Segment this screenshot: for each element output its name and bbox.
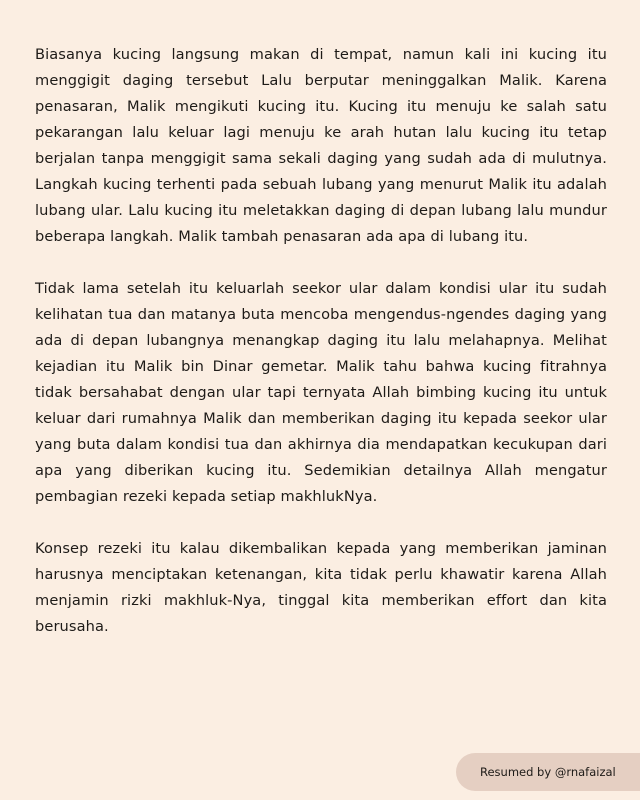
credit-text: Resumed by @rnafaizal [480, 765, 616, 779]
article-body [35, 42, 607, 666]
credit-badge [456, 753, 640, 791]
paragraph-2: Tidak lama setelah itu keluarlah seekor ular dalam kondisi ular itu sudah kelihatan tua dan matanya buta mencoba mengendus-ngendes daging yang ada di depan lubangnya menangkap daging itu lalu melahapnya. Melihat kejadian itu Malik bin Dinar gemetar. Malik tahu bahwa kucing fitrahnya tidak bersahabat dengan ular tapi ternyata Allah bimbing kucing itu untuk keluar dari rumahnya Malik dan memberikan daging itu kepada seekor ular yang buta dalam kondisi tua dan akhirnya dia mendapatkan kecukupan dari apa yang diberikan kucing itu. Sedemikian detailnya Allah mengatur pembagian rezeki kepada setiap makhlukNya. [35, 280, 607, 505]
paragraph-3: Konsep rezeki itu kalau dikembalikan kepada yang memberikan jaminan harusnya menciptakan ketenangan, kita tidak perlu khawatir karena Allah menjamin rizki makhluk-Nya, tinggal kita memberikan effort dan kita berusaha. [35, 540, 607, 635]
paragraph-1: Biasanya kucing langsung makan di tempat, namun kali ini kucing itu menggigit daging tersebut Lalu berputar meninggalkan Malik. Karena penasaran, Malik mengikuti kucing itu. Kucing itu menuju ke salah satu pekarangan lalu keluar lagi menuju ke arah hutan lalu kucing itu tetap berjalan tanpa menggigit sama sekali daging yang sudah ada di mulutnya. Langkah kucing terhenti pada sebuah lubang yang menurut Malik itu adalah lubang ular. Lalu kucing itu meletakkan daging di depan lubang lalu mundur beberapa langkah. Malik tambah penasaran ada apa di lubang itu. [35, 46, 607, 245]
